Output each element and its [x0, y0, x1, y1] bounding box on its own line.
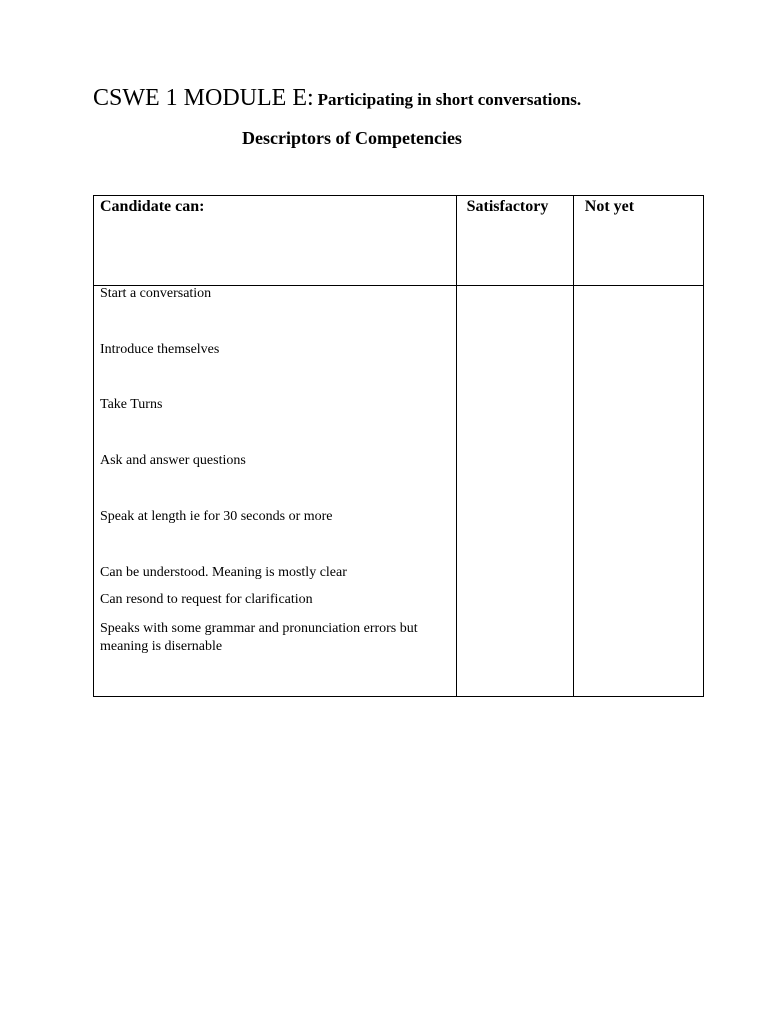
header-satisfactory-label: Satisfactory [466, 198, 549, 215]
header-candidate-can [94, 196, 457, 286]
header-candidate-can-label: Candidate can: [100, 198, 205, 215]
header-not-yet-label: Not yet [584, 198, 635, 215]
competency-item: Speaks with some grammar and pronunciation errors but meaning is disernable [100, 621, 418, 654]
not-yet-cell[interactable] [573, 286, 703, 697]
page-title [93, 86, 581, 110]
header-satisfactory [456, 196, 573, 286]
satisfactory-cell[interactable] [456, 286, 573, 697]
header-not-yet [573, 196, 703, 286]
page-subtitle: Descriptors of Competencies [242, 128, 462, 148]
competency-item: Ask and answer questions [100, 453, 246, 468]
competency-table [93, 195, 704, 697]
competency-list-cell [94, 286, 457, 697]
module-description: Participating in short conversations. [317, 90, 582, 109]
competency-item: Introduce themselves [100, 342, 220, 357]
competency-item: Start a conversation [100, 286, 212, 301]
module-code: CSWE 1 MODULE E: [93, 85, 314, 111]
competency-item: Can be understood. Meaning is mostly clear [100, 565, 347, 580]
table-header-row [94, 196, 704, 286]
competency-item: Speak at length ie for 30 seconds or more [100, 509, 333, 524]
competency-item: Can resond to request for clarification [100, 592, 313, 607]
competency-item: Take Turns [100, 397, 163, 412]
table-row [94, 286, 704, 697]
